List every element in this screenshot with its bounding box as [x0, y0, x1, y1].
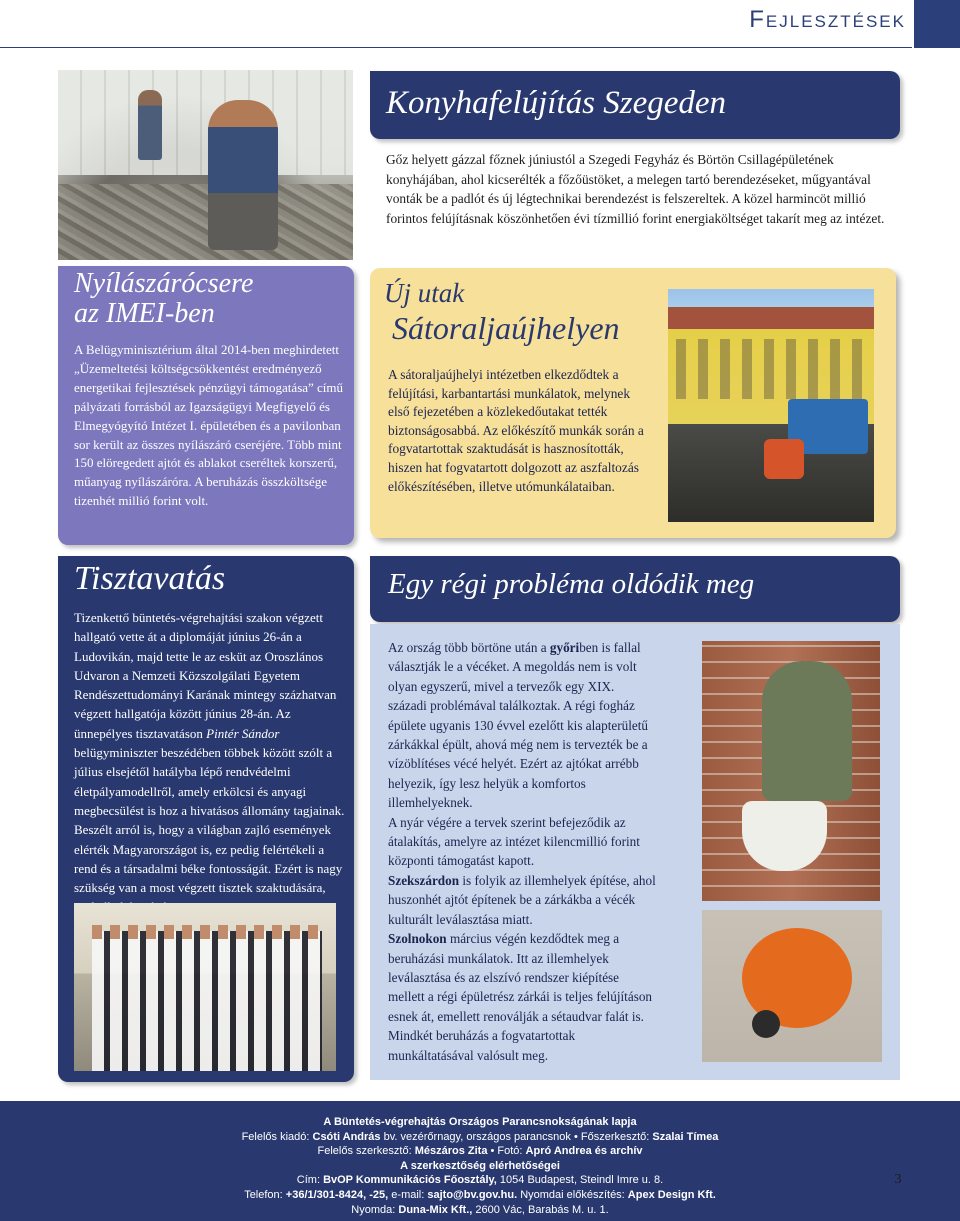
graduation-group-photo	[74, 903, 336, 1071]
header-rule	[0, 47, 912, 48]
header-tab	[914, 0, 960, 48]
roads-title-line1: Új utak	[384, 278, 465, 308]
sink-worker-photo	[702, 641, 880, 901]
toilets-p2: A nyár végére a tervek szerint befejeződik az átalakítás, amelyre az intézet kilencmillió forint központi támogatást kapott.	[388, 814, 640, 869]
windows-title-line2: az IMEI-ben	[74, 298, 215, 329]
masthead-line6: Telefon: +36/1/301-8424, -25, e-mail: sajto@bv.gov.hu. Nyomdai előkészítés: Apex Design Kft.	[244, 1188, 716, 1201]
cement-mixer-photo	[702, 910, 882, 1062]
graduation-body-part1: Tizenkettő büntetés-végrehajtási szakon végzett hallgató vette át a diplomáját június 26-án a Ludovikán, majd tette le az esküt az Oroszlános Udvaron a Nemzeti Közszolgálati Egyetem Rendészettudományi Karának mintegy százhatvan végzett hallgatója között június 28-án. Az ünnepélyes tisztavatáson	[74, 610, 337, 741]
page-number: 3	[894, 1172, 902, 1187]
section-title: Fejlesztések	[749, 6, 906, 33]
roads-body: A sátoraljaújhelyi intézetben elkezdődtek a felújítási, karbantartási munkálatok, melynek első fejezetében a közlekedőutakat tették biztonságosabbá. Az előkészítő munkák során a fogvatartottak szaktudását is hasznosították, hiszen hat fogvatartott dolgozott az aszfaltozás előkészítésében, illetve utómunkálataiban.	[388, 367, 644, 494]
toilets-p4-bold: Szolnokon	[388, 931, 447, 947]
masthead-line2: Felelős kiadó: Csóti András bv. vezérőrnagy, országos parancsnok • Főszerkesztő: Szalai Tímea	[241, 1130, 719, 1143]
windows-body: A Belügyminisztérium által 2014-ben meghirdetett „Üzemeltetési költségcsökkentést eredményező energetikai fejlesztések pénzügyi támogatása” című pályázati forrásból az Igazságügyi Megfigyelő és Elmegyógyító Intézet I. épületében és a pavilonban sor került az összes nyílászáró cseréjére. Több mint 150 elöregedett ajtót és ablakot cseréltek korszerű, műanyag nyílászáróra. A beruházás összköltsége tizenhét millió forint volt.	[74, 342, 344, 509]
graduation-body-part2: belügyminiszter beszédében többek között szólt a július elsejétől hatályba lépő rendvédelmi életpályamodellről, amely erkölcsi és anyagi megbecsülést is hoz a hivatásos állomány tagjainak. Beszélt arról is, hogy a világban zajló események elérték Magyarországot is, ez pedig felértékeli a rend és a társadalmi béke fontosságát. Ezért is nagy szükség van a most végzett tisztek szaktudására,	[74, 745, 345, 896]
toilets-p1-b: ben is fallal választják le a vécéket. A megoldás nem is volt olyan egyszerű, mivel a tervezők egy XIX. századi problémával találkoztak. A régi fogház épülete ugyanis 130 évvel ezelőtt kis alapterületű zárkákkal épült, ahová még nem is tervezték be a vízöblítéses vécé helyét. Ezért az ajtókat arrébb helyezik, így lesz helyük a komfortos illemhelyeknek.	[388, 640, 648, 811]
toilets-p1-a: Az ország több börtöne után a	[388, 640, 550, 655]
kitchen-body: Gőz helyett gázzal főznek júniustól a Szegedi Fegyház és Börtön Csillagépületének konyhájában, ahol kicserélték a főzőüstöket, a melegen tartó berendezéseket, műgyantával vonták be a padlót és új légtechnikai berendezést is felszereltek. A közel harmincöt millió forintos felújításnak köszönhetően évi tízmillió forint energiaköltséget takarít meg az intézet.	[386, 152, 885, 226]
masthead-line4: A szerkesztőség elérhetőségei	[400, 1159, 560, 1172]
kitchen-title-banner	[370, 71, 900, 139]
toilets-p4: március végén kezdődtek meg a beruházási munkálatok. Itt az illemhelyek leválasztása és az elszívó rendszer kiépítése mellett a régi épületrész zárkái is teljes felújításon esnek át, emellett renoválják a sétaudvar falát is. Mindkét beruházás a fogvatartottak munkáltatásával valósult meg.	[388, 931, 653, 1063]
graduation-title: Tisztavatás	[74, 560, 226, 597]
windows-panel	[58, 266, 354, 545]
toilets-body	[388, 638, 656, 1065]
roads-title-line2: Sátoraljaújhelyen	[392, 310, 620, 346]
street-paving-photo	[668, 289, 874, 522]
toilets-title-banner	[370, 556, 900, 622]
kitchen-title: Konyhafelújítás Szegeden	[386, 85, 727, 121]
masthead	[150, 1115, 810, 1217]
toilets-p1-bold: győri	[549, 640, 580, 655]
toilets-p3: is folyik az illemhelyek építése, ahol huszonhét ajtót építenek be a zárkákba a vécék kulturált leválasztása miatt.	[388, 872, 656, 927]
graduation-body	[74, 608, 346, 917]
masthead-line3: Felelős szerkesztő: Mészáros Zita • Fotó: Apró Andrea és archív	[317, 1145, 643, 1158]
masthead-line5: Cím: BvOP Kommunikációs Főosztály, 1054 Budapest, Steindl Imre u. 8.	[296, 1174, 664, 1187]
demolition-photo	[58, 70, 353, 260]
masthead-line7: Nyomda: Duna-Mix Kft., 2600 Vác, Barabás M. u. 1.	[351, 1203, 609, 1216]
masthead-line1: A Büntetés-végrehajtás Országos Parancsnokságának lapja	[323, 1116, 637, 1128]
toilets-title: Egy régi probléma oldódik meg	[388, 568, 755, 600]
minister-name: Pintér Sándor	[206, 725, 280, 741]
windows-title-line1: Nyílászárócsere	[74, 268, 254, 299]
toilets-p3-bold: Szekszárdon	[388, 872, 460, 888]
